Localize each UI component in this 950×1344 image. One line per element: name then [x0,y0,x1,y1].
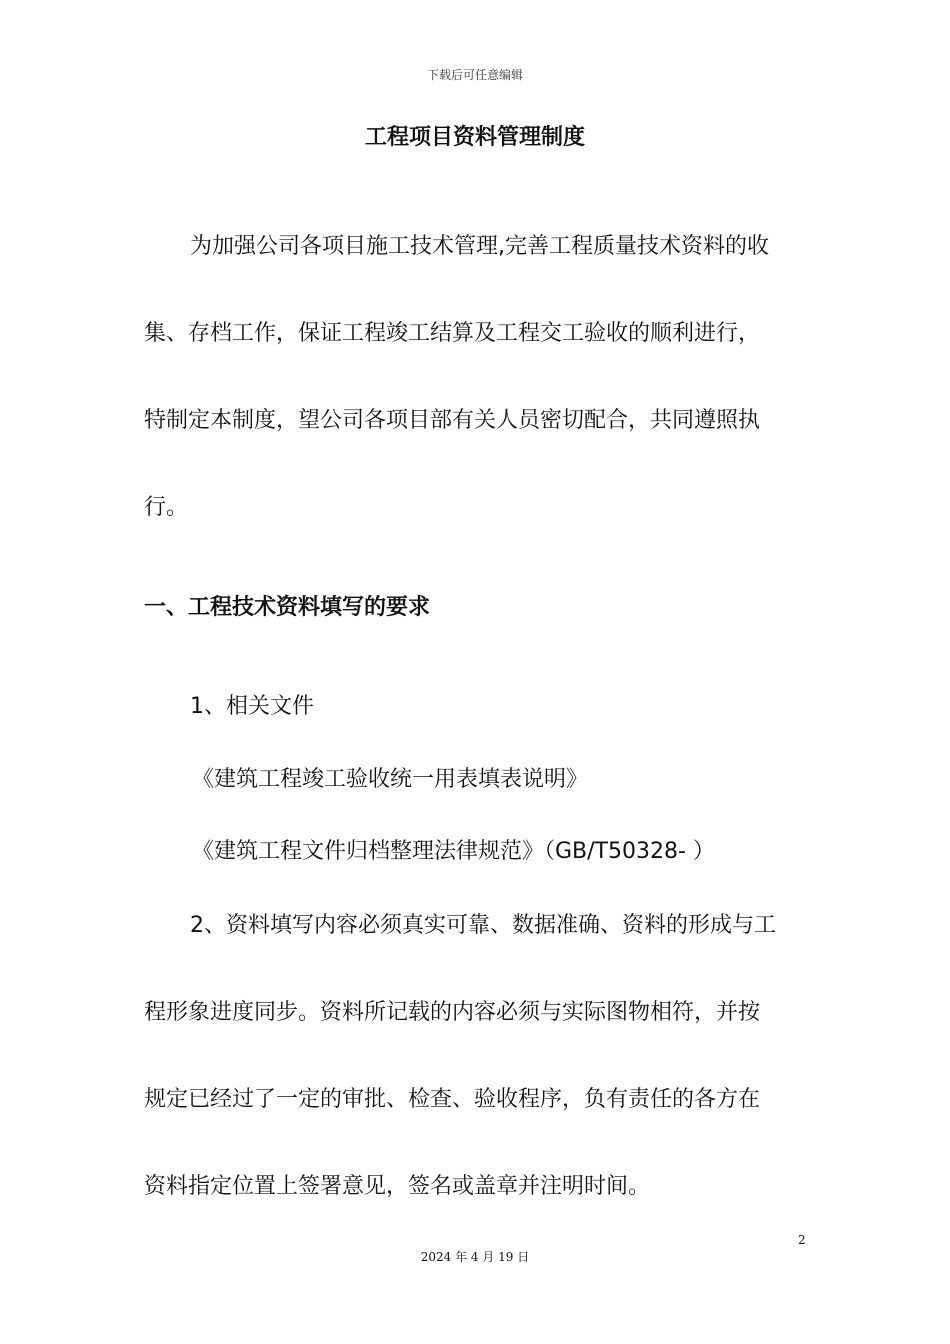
section-heading: 一、工程技术资料填写的要求 [144,595,431,620]
page-number: 2 [798,1233,806,1247]
intro-paragraph-line: 为加强公司各项目施工技术管理,完善工程质量技术资料的收 [190,234,769,259]
item-paragraph-line: 规定已经过了一定的审批、检查、验收程序，负有责任的各方在 [144,1087,761,1112]
header-note: 下载后可任意编辑 [426,68,523,82]
item-paragraph-line: 2、资料填写内容必须真实可靠、数据准确、资料的形成与工 [190,913,776,938]
reference-line: 《建筑工程文件归档整理法律规范》（GB/T50328- ） [192,839,715,864]
reference-line: 《建筑工程竣工验收统一用表填表说明》 [192,767,589,792]
intro-paragraph-line: 行。 [144,495,189,520]
intro-paragraph-line: 特制定本制度，望公司各项目部有关人员密切配合，共同遵照执 [144,408,761,433]
item-paragraph-line: 程形象进度同步。资料所记载的内容必须与实际图物相符，并按 [144,1000,761,1025]
item-paragraph-line: 资料指定位置上签署意见，签名或盖章并注明时间。 [144,1174,651,1199]
footer-date: 2024 年 4 月 19 日 [420,1250,530,1264]
document-title: 工程项目资料管理制度 [364,125,585,150]
item-label: 1、相关文件 [190,694,314,719]
intro-paragraph-line: 集、存档工作，保证工程竣工结算及工程交工验收的顺利进行， [144,321,761,346]
